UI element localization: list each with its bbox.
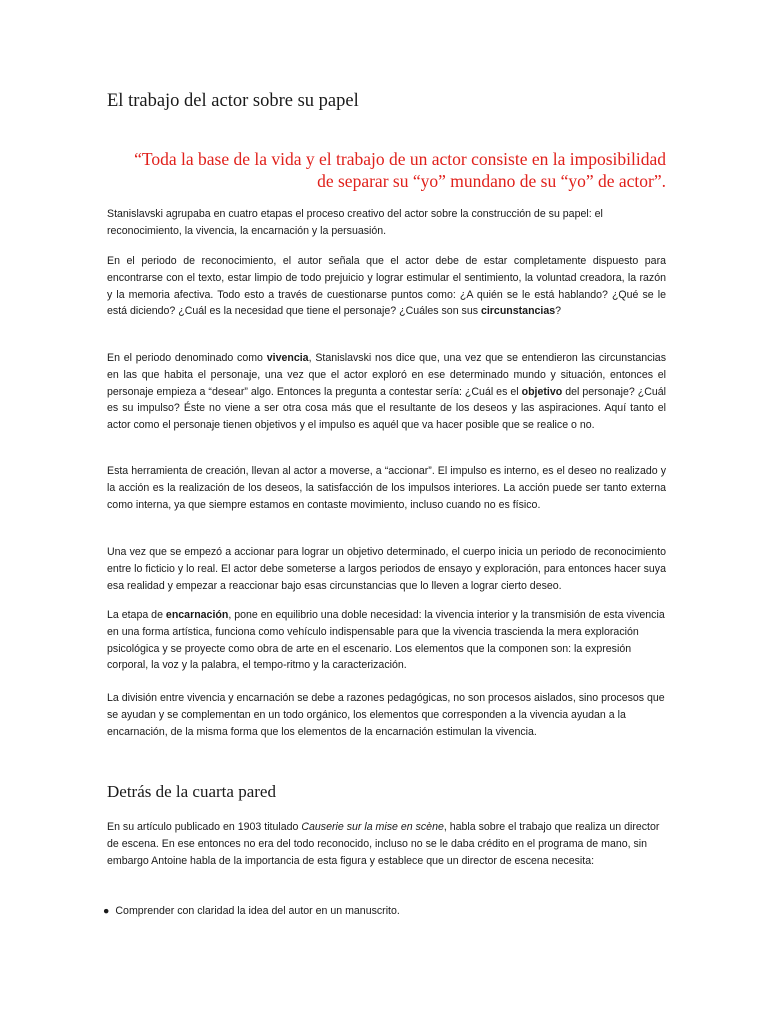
paragraph-reconocimiento-cuerpo: Una vez que se empezó a accionar para lograr un objetivo determinado, el cuerpo inicia un periodo de reconocimiento entre lo ficticio y lo real. El actor debe someterse a largos periodos de ensayo y exploración, para entonces hacer suya esa realidad y empezar a reaccionar bajo esas circunstancias que lo lleven a lograr cierto deseo. [107,546,666,592]
bold-vivencia: vivencia [266,352,309,364]
paragraph-stages: Stanislavski agrupaba en cuatro etapas el proceso creativo del actor sobre la construcción de su papel: el reconocimiento, la vivencia, la encarnación y la persuasión. [107,208,603,237]
bold-objetivo: objetivo [521,385,563,398]
stanislavski-quote [107,148,666,192]
paragraph-vivencia: En el periodo denominado como vivencia, Stanislavski nos dice que, una vez que se entendieron las circunstancias en las que habita el personaje, una vez que el actor exploró en ese determinado mundo y situación, entonces el personaje empieza a “desear” algo. Entonces la pregunta a contestar sería: ¿Cuál es el objetivo del personaje? ¿Cuál es su impulso? Éste no viene a ser otra cosa más que el resultante de los deseos y las aspiraciones. Aquí tanto el actor como el personaje tienen objetivos y el impulso es aquél que va hacer posible que se realice o no. [107,352,666,432]
bullet-dot-icon: ● [103,905,110,917]
heading-fourth-wall: Detrás de la cuarta pared [107,782,276,801]
paragraph-action-tool: Esta herramienta de creación, llevan al actor a moverse, a “accionar”. El impulso es interno, es el deseo no realizado y la acción es la realización de los deseos, la satisfacción de los impulsos interiores. La acción puede ser tanto externa como interna, ya que siempre estamos en contaste movimiento, incluso cuando no es físico. [107,465,666,511]
bold-circumstances: circunstancias [480,305,556,318]
quote-line-1: “Toda la base de la vida y el trabajo de un actor consiste en la imposibilidad [134,149,666,169]
paragraph-division: La división entre vivencia y encarnación se debe a razones pedagógicas, no son procesos aislados, sino procesos que se ayudan y se complementan en un todo orgánico, los elementos que corresponden a la vivencia ayudan a la encarnación, de la misma forma que los elementos de la encarnación estimulan la vivencia. [107,692,665,738]
paragraph-antoine: En su artículo publicado en 1903 titulado Causerie sur la mise en scène, habla sobre el trabajo que realiza un director de escena. En ese entonces no era del todo reconocido, incluso no se le daba crédito en el programa de mano, sin embargo Antoine habla de la importancia de esta figura y establece que un director de escena necesita: [107,821,660,867]
bold-encarnacion: encarnación [165,609,229,621]
list-item-text: Comprender con claridad la idea del autor en un manuscrito. [115,905,400,917]
quote-line-2: de separar su “yo” mundano de su “yo” de actor”. [317,171,666,191]
list-item [103,903,400,919]
paragraph-encarnacion: La etapa de encarnación, pone en equilibrio una doble necesidad: la vivencia interior y la transmisión de esta vivencia en una forma artística, funciona como vehículo indispensable para que la vivencia trascienda la mera exploración psicológica y se proyecte como obra de arte en el escenario. Los elementos que la componen son: la expresión corporal, la voz y la palabra, el tempo-ritmo y la caracterización. [107,609,665,672]
heading-actor-work: El trabajo del actor sobre su papel [107,91,359,111]
italic-article-title: Causerie sur la mise en scène [301,821,444,833]
paragraph-recognition: En el periodo de reconocimiento, el autor señala que el actor debe de estar completamente dispuesto para encontrarse con el texto, estar limpio de todo prejuicio y lograr estimular el sentimiento, la voluntad creadora, la razón y la memoria afectiva. Todo esto a través de cuestionarse puntos como: ¿A quién se le está hablando? ¿Qué se le está diciendo? ¿Cuál es la necesidad que tiene el personaje? ¿Cuáles son sus circunstancias? [107,255,666,318]
